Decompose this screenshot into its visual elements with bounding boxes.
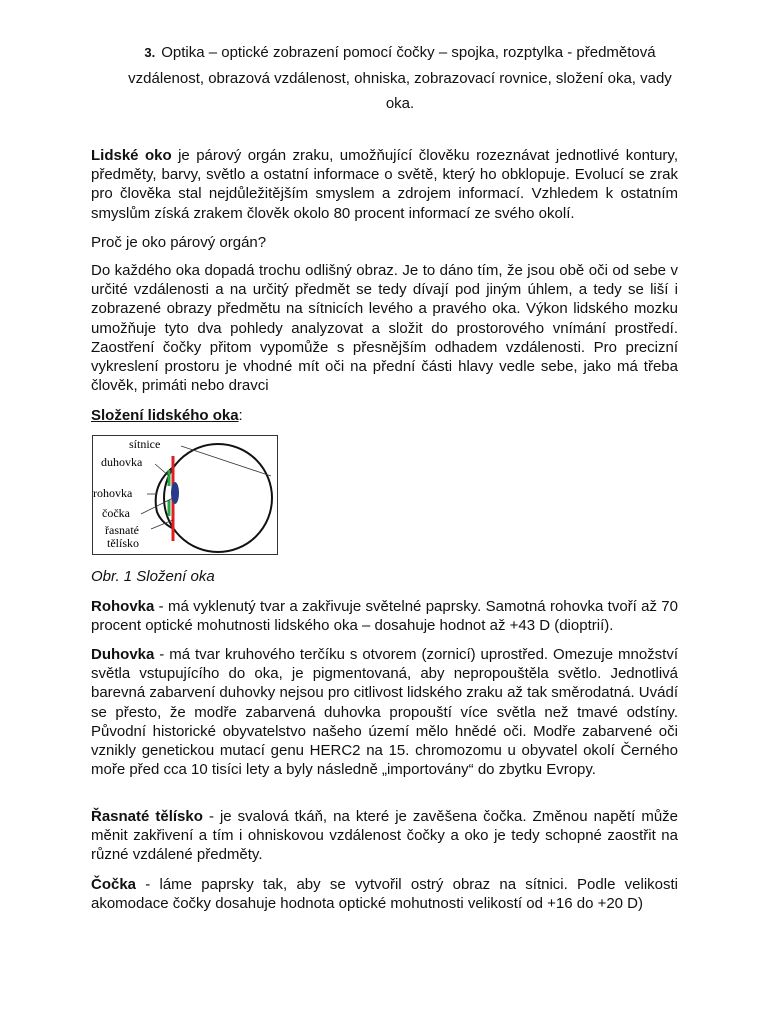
label-sitnice: sítnice	[129, 437, 161, 451]
heading	[120, 40, 680, 117]
label-duhovka: duhovka	[101, 455, 143, 469]
intro-term: Lidské oko	[91, 147, 172, 164]
figure-caption: Obr. 1 Složení oka	[91, 568, 215, 585]
part-term: Řasnaté tělísko	[91, 808, 203, 825]
part-rasnate-telisko	[91, 807, 678, 865]
intro-paragraph	[91, 146, 678, 223]
eyeball	[164, 444, 272, 552]
part-rohovka	[91, 597, 678, 635]
heading-text: Optika – optické zobrazení pomocí čočky – spojka, rozptylka - předmětová vzdálenost, obrazová vzdálenost, ohniska, zobrazovací rovnice, složení oka, vady oka.	[128, 44, 672, 112]
lens	[171, 482, 179, 504]
part-text: - je svalová tkáň, na které je zavěšena čočka. Změnou napětí může měnit zakřivení a tím i ohniskovou vzdálenost čočky a oko je tedy schopné zaostřit na různé vzdálené předměty.	[91, 808, 679, 864]
part-text: - má tvar kruhového terčíku s otvorem (zornicí) uprostřed. Omezuje množství světla vstupujícího do oka, je pigmentovaná, aby nepropouštěla světlo. Jednotlivá barevná zabarvení duhovky nejsou pro citlivost lidského zraku až tak směrodatná. Uvádí se přesto, že modře zabarvená duhovka propouští více světla než tmavé odstíny. Původní historické obyvatelstvo našeho území mělo hnědé oči. Modře zabarvené oči vznikly genetickou mutací genu HERC2 na 15. chromozomu u obyvatel okolí Černého moře před cca 10 tisíci lety a byly následně „importovány“ do zbytku Evropy.	[91, 646, 678, 779]
label-cocka: čočka	[102, 506, 130, 520]
label-rohovka: rohovka	[93, 486, 133, 500]
label-rasnate: řasnaté	[105, 523, 139, 537]
part-text: - má vyklenutý tvar a zakřivuje světelné paprsky. Samotná rohovka tvoří až 70 procent optické mohutnosti lidského oka – dosahuje hodnot až +43 D (dioptrií).	[91, 598, 678, 635]
question: Proč je oko párový orgán?	[91, 234, 267, 251]
part-duhovka	[91, 645, 678, 779]
part-term: Duhovka	[91, 646, 155, 663]
answer-paragraph: Do každého oka dopadá trochu odlišný obraz. Je to dáno tím, že jsou obě oči od sebe v určité vzdálenosti a na určitý předmět se tedy dívají pod jiným úhlem, a tedy se liší i zobrazené obrazy předmětu na sítnicích levého a pravého oka. Výkon lidského mozku umožňuje tyto dva pohledy analyzovat a složit do prostorového vnímání prostředí. Zaostření čočky přitom vypomůže s přesnějším odhadem vzdálenosti. Pro precizní vykreslení prostoru je vhodné mít oči na přední části hlavy vedle sebe, jako má třeba člověk, primáti nebo dravci	[91, 262, 678, 395]
section-title-text: Složení lidského oka	[91, 407, 239, 424]
section-colon: :	[238, 407, 243, 424]
heading-number: 3.	[144, 45, 156, 60]
part-cocka	[91, 875, 678, 913]
eye-diagram	[92, 435, 278, 555]
intro-text: je párový orgán zraku, umožňující člověku rozeznávat jednotlivé kontury, předměty, barvy, světlo a ostatní informace o světě, který ho obklopuje. Evolucí se zrak pro člověka stal nejdůležitějším smyslem a zdrojem informací. Vzhledem k ostatním smyslům získá zrakem člověk okolo 80 procent informací ze svého okolí.	[91, 147, 678, 222]
part-term: Rohovka	[91, 598, 155, 615]
part-term: Čočka	[91, 876, 137, 893]
section-title	[91, 406, 678, 425]
label-telisko: tělísko	[107, 536, 139, 550]
part-text: - láme paprsky tak, aby se vytvořil ostrý obraz na sítnici. Podle velikosti akomodace čočky dosahuje hodnota optické mohutnosti velikostí od +16 do +20 D)	[91, 876, 678, 913]
